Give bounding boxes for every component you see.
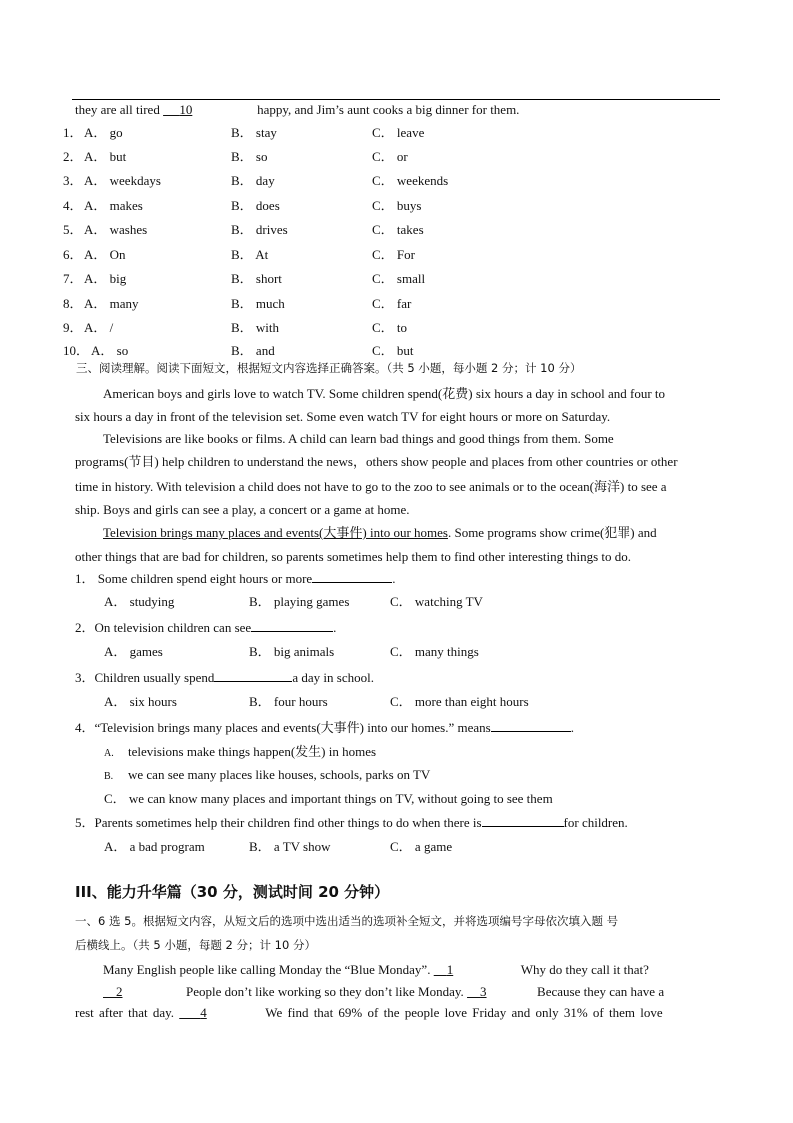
q3-option-c: C． more than eight hours (390, 694, 529, 709)
cloze-option-c: C． small (372, 271, 426, 286)
passage-line: time in history. With television a child does not have to go to the zoo to see animals or to the ocean(海洋) to see a (75, 479, 667, 494)
cloze-option-b: B． does (231, 198, 280, 213)
passage-line: Televisions are like books or films. A child can learn bad things and good things from them. Some (103, 431, 614, 446)
q3-option-b: B． four hours (249, 694, 328, 709)
cloze-option-c: C． weekends (372, 173, 449, 188)
cloze-option-b: B． much (231, 296, 285, 311)
q2-option-a: A． games (104, 644, 163, 659)
cloze-option-a: A． weekdays (84, 173, 161, 188)
passage-line: other things that are bad for children, so parents sometimes help them to find other interesting things to do. (75, 549, 631, 564)
cloze-question-number: 8． (63, 296, 83, 311)
cloze-option-a: A． go (84, 125, 123, 140)
passage-underlined-sentence: Television brings many places and events(大事件) into our homes (103, 525, 448, 540)
cloze-tail-line (75, 101, 519, 119)
q1-option-c: C． watching TV (390, 594, 483, 609)
section3-heading: 三、阅读理解。阅读下面短文，根据短文内容选择正确答案。（共 5 小题，每小题 2 分；计 10 分） (76, 361, 582, 375)
cloze-option-b: B． short (231, 271, 282, 286)
q3-option-a: A． six hours (104, 694, 177, 709)
cloze-question-number: 10． (63, 343, 90, 358)
cloze-question-number: 4． (63, 198, 83, 213)
cloze-option-c: C． buys (372, 198, 422, 213)
cloze-question-number: 9． (63, 320, 83, 335)
question-2-stem: 2．On television children can see . (75, 620, 337, 635)
cloze-option-a: A． / (84, 320, 114, 335)
passage-line: programs(节目) help children to understand the news，others show people and places from other countries or other (75, 454, 678, 469)
part3-text-line: Many English people like calling Monday the “Blue Monday”. 1 Why do they call it that? (103, 962, 649, 977)
q5-option-c: C． a game (390, 839, 453, 854)
passage-line: American boys and girls love to watch TV. Some children spend(花费) six hours a day in school and four to (103, 386, 666, 401)
passage-line: six hours a day in front of the television set. Some even watch TV for eight hours or more on Saturday. (75, 409, 611, 424)
cloze-tail-after: happy, and Jim’s aunt cooks a big dinner for them. (257, 102, 520, 117)
cloze-blank-10: 10 (179, 102, 193, 117)
q1-option-a: A． studying (104, 594, 175, 609)
cloze-question-number: 3． (63, 173, 83, 188)
answer-blank: 2 (116, 984, 123, 999)
q4-option-b: B. we can see many places like houses, schools, parks on TV (104, 767, 431, 782)
cloze-option-a: A． washes (84, 222, 148, 237)
question-3-stem: 3．Children usually spend a day in school. (75, 670, 374, 685)
cloze-option-b: B． stay (231, 125, 277, 140)
question-1-stem: 1． Some children spend eight hours or more . (75, 571, 396, 586)
cloze-question-number: 5． (63, 222, 83, 237)
passage-line: ship. Boys and girls can see a play, a concert or a game at home. (75, 502, 410, 517)
part3-instruction: 一、6 选 5。根据短文内容，从短文后的选项中选出适当的选项补全短文，并将选项编号字母依次填入题 号 (75, 914, 619, 928)
answer-blank (312, 569, 392, 583)
q5-option-b: B． a TV show (249, 839, 331, 854)
cloze-option-b: B． At (231, 247, 269, 262)
cloze-option-a: A． makes (84, 198, 143, 213)
answer-blank: 1 (446, 962, 454, 977)
answer-blank (491, 718, 571, 732)
cloze-question-number: 2． (63, 149, 83, 164)
cloze-option-c: C． For (372, 247, 415, 262)
cloze-option-b: B． day (231, 173, 275, 188)
header-rule (72, 99, 720, 100)
q1-option-b: B． playing games (249, 594, 350, 609)
cloze-option-c: C． takes (372, 222, 424, 237)
question-5-stem: 5．Parents sometimes help their children find other things to do when there is for children. (75, 815, 628, 830)
q2-option-b: B． big animals (249, 644, 335, 659)
cloze-option-b: B． drives (231, 222, 288, 237)
cloze-option-c: C． far (372, 296, 412, 311)
cloze-option-a: A． many (84, 296, 139, 311)
cloze-option-c: C． leave (372, 125, 425, 140)
part3-text-line: rest after that day. 4 We find that 69% of the people love Friday and only 31% of them love (75, 1005, 663, 1020)
question-4-stem: 4．“Television brings many places and events(大事件) into our homes.” means . (75, 720, 574, 735)
cloze-question-number: 6． (63, 247, 83, 262)
cloze-option-b: B． so (231, 149, 268, 164)
passage-line: Television brings many places and events(大事件) into our homes. Some programs show crime(犯罪) and (103, 525, 657, 540)
cloze-option-a: A． big (84, 271, 127, 286)
part3-instruction: 后横线上。（共 5 小题，每题 2 分；计 10 分） (75, 938, 316, 952)
q4-option-c: C． we can know many places and important things on TV, without going to see them (104, 791, 553, 806)
cloze-option-a: A． On (84, 247, 126, 262)
answer-blank (251, 618, 333, 632)
answer-blank: 3 (480, 984, 487, 999)
q5-option-a: A． a bad program (104, 839, 205, 854)
cloze-question-number: 1． (63, 125, 83, 140)
q4-option-a: A. televisions make things happen(发生) in homes (104, 744, 377, 759)
cloze-option-c: C． to (372, 320, 408, 335)
part3-heading: III、能力升华篇（30 分，测试时间 20 分钟） (75, 883, 390, 901)
cloze-option-b: B． with (231, 320, 280, 335)
cloze-question-number: 7． (63, 271, 83, 286)
answer-blank: 4 (200, 1005, 207, 1020)
answer-blank (482, 813, 564, 827)
cloze-option-b: B． and (231, 343, 275, 358)
cloze-option-c: C． or (372, 149, 408, 164)
q2-option-c: C． many things (390, 644, 479, 659)
cloze-option-a: A． but (84, 149, 127, 164)
answer-blank (214, 668, 292, 682)
cloze-option-c: C． but (372, 343, 414, 358)
part3-text-line: 2 People don’t like working so they don’t like Monday. 3 Because they can have a (103, 983, 664, 1001)
cloze-tail-before: they are all tired (75, 102, 164, 117)
cloze-option-a: A． so (91, 343, 129, 358)
